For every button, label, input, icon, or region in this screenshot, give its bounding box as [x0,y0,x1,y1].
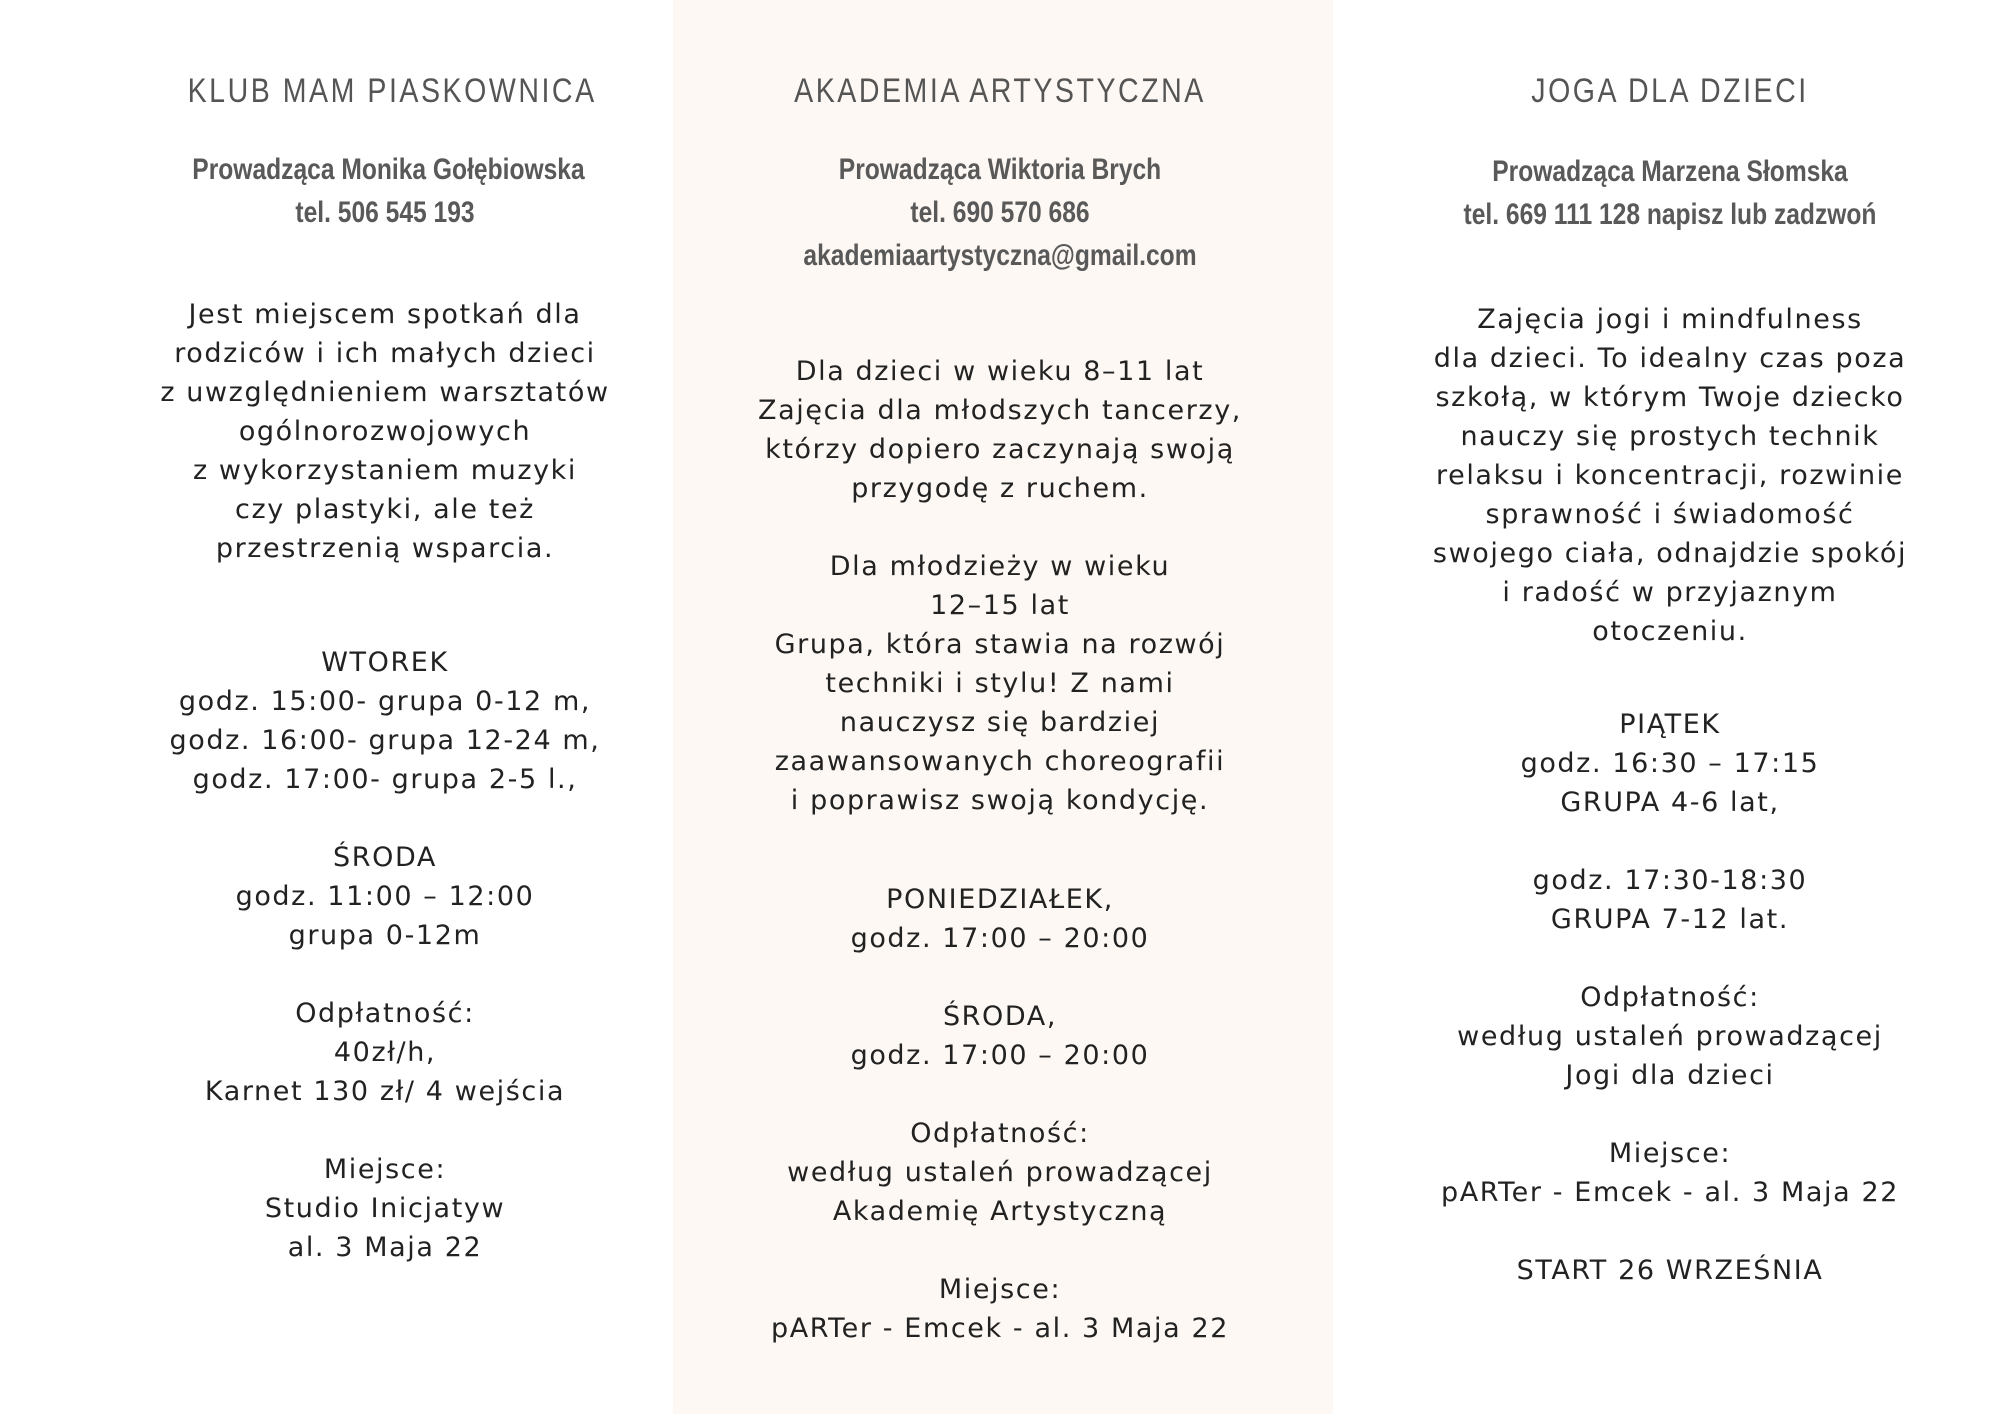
schedule-line: godz. 17:00 – 20:00 [850,923,1150,954]
schedule [150,643,620,1267]
schedule-line: według ustaleń prowadzącej [787,1157,1213,1188]
description-line: i radość w przyjaznym [1502,577,1838,608]
description-line: Dla dzieci w wieku 8–11 lat [795,356,1205,387]
schedule-line: godz. 16:30 – 17:15 [1520,748,1820,779]
description-line: z wykorzystaniem muzyki [192,455,578,486]
schedule-line: GRUPA 7-12 lat. [1550,904,1790,935]
schedule-line: godz. 17:30-18:30 [1532,865,1808,896]
spacer [1410,1095,1930,1134]
description-line: Zajęcia jogi i mindfulness [1477,304,1863,335]
contact-line: tel. 690 570 686 [910,196,1090,229]
schedule-line: Karnet 130 zł/ 4 wejścia [204,1076,566,1107]
description [740,352,1260,820]
description-line: otoczeniu. [1592,616,1748,647]
description-line: rodziców i ich małych dzieci [174,338,596,369]
spacer [740,508,1260,547]
description-line: sprawność i świadomość [1485,499,1855,530]
description-line: Grupa, która stawia na rozwój [774,629,1226,660]
schedule-line: START 26 WRZEŚNIA [1516,1255,1824,1286]
schedule-line: godz. 17:00 – 20:00 [850,1040,1150,1071]
schedule-line: godz. 17:00- grupa 2-5 l., [192,764,578,795]
contact-info [787,148,1213,277]
description-line: ogólnorozwojowych [238,416,532,447]
schedule-line: PONIEDZIAŁEK, [886,884,1114,915]
description-line: Dla młodzieży w wieku [829,551,1171,582]
schedule-line: 40zł/h, [333,1037,437,1068]
schedule-line: godz. 15:00- grupa 0-12 m, [178,686,592,717]
description [150,295,620,568]
spacer [150,955,620,994]
description-line: którzy dopiero zaczynają swoją [765,434,1235,465]
contact-info [1457,150,1883,236]
column-title: AKADEMIA ARTYSTYCZNA [794,72,1206,110]
schedule-line: WTOREK [321,647,449,678]
spacer [740,958,1260,997]
schedule-line: godz. 11:00 – 12:00 [235,881,535,912]
schedule-line: al. 3 Maja 22 [287,1232,483,1263]
description-line: techniki i stylu! Z nami [825,668,1175,699]
description-line: szkołą, w którym Twoje dziecko [1435,382,1905,413]
description-line: Zajęcia dla młodszych tancerzy, [758,395,1242,426]
description [1410,300,1930,651]
description-line: z uwzględnieniem warsztatów [160,377,610,408]
spacer [1410,939,1930,978]
schedule-line: według ustaleń prowadzącej [1457,1021,1883,1052]
spacer [150,799,620,838]
contact-line: Prowadząca Wiktoria Brych [838,153,1162,186]
description-line: nauczy się prostych technik [1460,421,1880,452]
description-line: zaawansowanych choreografii [774,746,1226,777]
column-title: JOGA DLA DZIECI [1531,72,1809,110]
description-line: swojego ciała, odnajdzie spokój [1432,538,1908,569]
schedule-line: Miejsce: [938,1274,1062,1305]
schedule-line: godz. 16:00- grupa 12-24 m, [169,725,601,756]
spacer [1410,822,1930,861]
description-line: przestrzenią wsparcia. [215,533,555,564]
description-line: dla dzieci. To idealny czas poza [1433,343,1907,374]
spacer [150,1111,620,1150]
description-line: przygodę z ruchem. [851,473,1149,504]
contact-line: tel. 669 111 128 napisz lub zadzwoń [1463,198,1877,231]
contact-line: Prowadząca Marzena Słomska [1492,155,1848,188]
schedule [1410,705,1930,1290]
column-title: KLUB MAM PIASKOWNICA [187,72,597,110]
spacer [740,1075,1260,1114]
schedule-line: ŚRODA [333,842,437,873]
schedule-line: Odpłatność: [295,998,475,1029]
schedule-line: grupa 0-12m [288,920,482,951]
schedule-line: pARTer - Emcek - al. 3 Maja 22 [1440,1177,1900,1208]
description-line: 12–15 lat [930,590,1070,621]
description-line: czy plastyki, ale też [235,494,535,525]
schedule-line: Odpłatność: [910,1118,1090,1149]
contact-line: tel. 506 545 193 [295,196,475,229]
schedule-line: Studio Inicjatyw [264,1193,506,1224]
schedule-line: PIĄTEK [1619,709,1721,740]
schedule-line: Miejsce: [1608,1138,1732,1169]
description-line: nauczysz się bardziej [839,707,1161,738]
schedule-line: Miejsce: [323,1154,447,1185]
schedule-line: Odpłatność: [1580,982,1760,1013]
schedule-line: ŚRODA, [942,1001,1058,1032]
schedule-line: Akademię Artystyczną [832,1196,1168,1227]
spacer [1410,1212,1930,1251]
description-line: Jest miejscem spotkań dla [188,299,582,330]
contact-line: Prowadząca Monika Gołębiowska [192,153,585,186]
schedule-line: Jogi dla dzieci [1565,1060,1775,1091]
schedule-line: GRUPA 4-6 lat, [1560,787,1780,818]
spacer [740,1231,1260,1270]
description-line: i poprawisz swoją kondycję. [790,785,1210,816]
description-line: relaksu i koncentracji, rozwinie [1436,460,1904,491]
schedule-line: pARTer - Emcek - al. 3 Maja 22 [770,1313,1230,1344]
contact-info [192,148,585,234]
schedule [740,880,1260,1348]
contact-email: akademiaartystyczna@gmail.com [803,239,1197,272]
